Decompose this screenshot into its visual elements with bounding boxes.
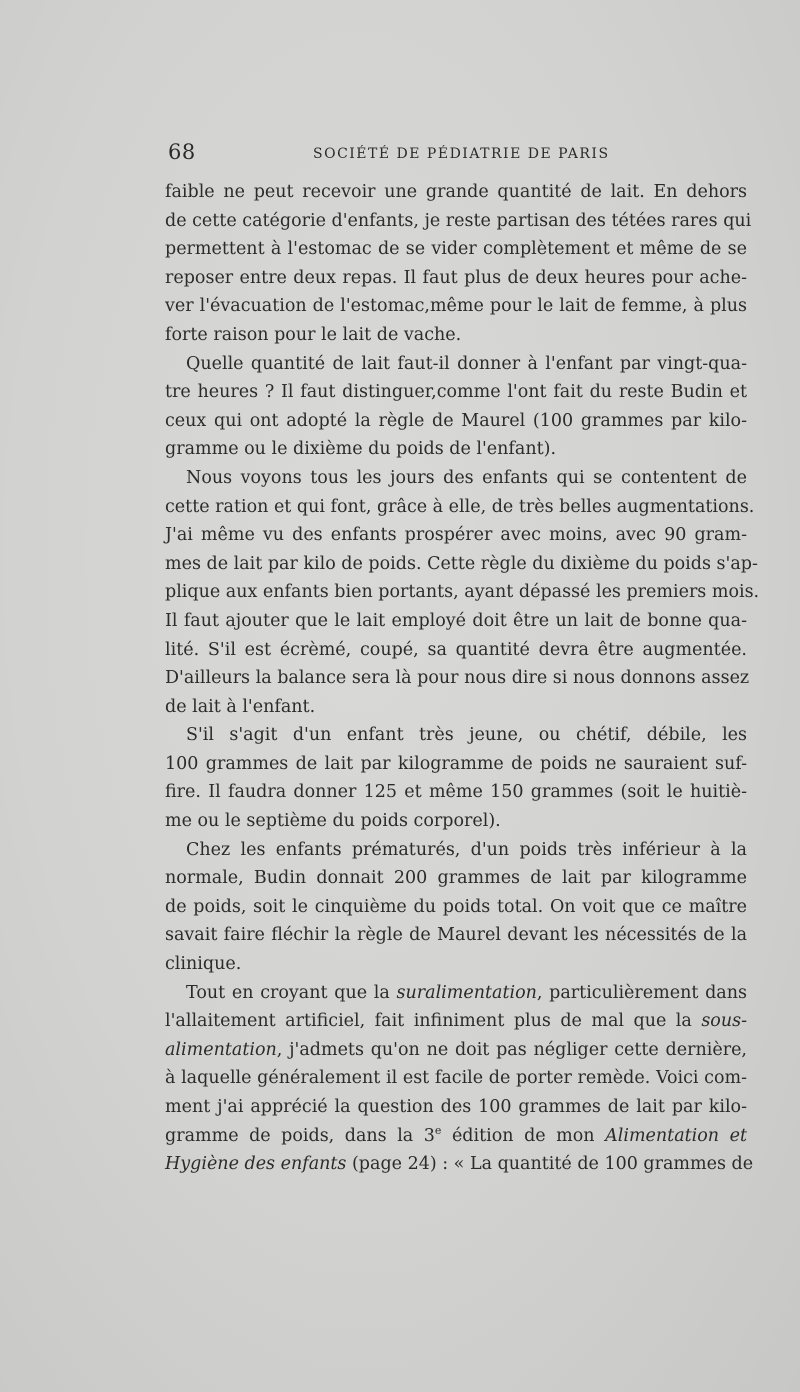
text-line — [165, 607, 747, 636]
text-line — [165, 493, 755, 522]
text-span: de poids, soit le cinquième du poids total. On voit que ce maître — [165, 896, 747, 917]
text-span: forte raison pour le lait de vache. — [165, 324, 462, 345]
superscript: e — [434, 1123, 442, 1137]
text-span: permettent à l'estomac de se vider complètement et même de se — [165, 239, 747, 260]
text-line — [165, 1122, 747, 1151]
text-line — [165, 378, 747, 407]
text-span: clinique. — [165, 954, 242, 975]
text-line — [165, 721, 747, 750]
italic-span: sous- — [701, 1011, 747, 1032]
text-span: gramme de poids, dans la 3 — [165, 1125, 435, 1146]
page-header — [168, 140, 746, 164]
text-line — [165, 636, 747, 665]
text-line — [165, 893, 747, 922]
text-line — [165, 1064, 747, 1093]
text-line — [165, 464, 747, 493]
text-span: Tout en croyant que la — [186, 982, 397, 1003]
running-title: SOCIÉTÉ DE PÉDIATRIE DE PARIS — [313, 146, 610, 162]
text-span: gramme ou le dixième du poids de l'enfant). — [165, 439, 557, 460]
text-line — [165, 750, 747, 779]
text-line — [165, 664, 750, 693]
text-line — [165, 264, 747, 293]
text-span: 100 grammes de lait par kilogramme de poids ne sauraient suf- — [165, 753, 747, 774]
text-span: plique aux enfants bien portants, ayant dépassé les premiers mois. — [165, 582, 760, 603]
text-line — [165, 979, 747, 1008]
text-span: faible ne peut recevoir une grande quantité de lait. En dehors — [165, 182, 747, 202]
text-line — [165, 350, 747, 379]
text-line — [165, 864, 747, 893]
text-span: ceux qui ont adopté la règle de Maurel (100 grammes par kilo- — [165, 410, 747, 431]
text-line — [165, 1007, 747, 1036]
text-span: fire. Il faudra donner 125 et même 150 grammes (soit le huitiè- — [165, 782, 747, 803]
text-line — [165, 321, 747, 350]
italic-span: alimentation — [165, 1039, 277, 1060]
text-span: de cette catégorie d'enfants, je reste partisan des tétées rares qui — [165, 210, 752, 231]
text-line — [165, 521, 747, 550]
text-line — [165, 178, 747, 207]
italic-span: Hygiène des enfants — [165, 1154, 347, 1175]
text-span: D'ailleurs la balance sera là pour nous dire si nous donnons assez — [165, 668, 750, 689]
text-line — [165, 950, 747, 979]
text-line — [165, 1150, 754, 1179]
text-line — [165, 921, 747, 950]
text-span: Nous voyons tous les jours des enfants qui se contentent de — [186, 467, 747, 488]
text-span: (page 24) : « La quantité de 100 grammes de — [346, 1154, 754, 1175]
page-number: 68 — [168, 140, 196, 164]
text-span: à laquelle généralement il est facile de porter remède. Voici com- — [165, 1068, 747, 1089]
text-span: me ou le septième du poids corporel). — [165, 811, 501, 832]
text-line — [165, 207, 752, 236]
text-span: lité. S'il est écrèmé, coupé, sa quantité devra être augmentée. — [165, 639, 747, 660]
text-span: cette ration et qui font, grâce à elle, de très belles augmentations. — [165, 496, 755, 517]
text-line — [165, 778, 747, 807]
text-line — [165, 693, 747, 722]
text-line — [165, 292, 747, 321]
text-span: J'ai même vu des enfants prospérer avec moins, avec 90 gram- — [165, 525, 747, 546]
text-line — [165, 235, 747, 264]
text-span: savait faire fléchir la règle de Maurel devant les nécessités de la — [165, 925, 747, 946]
text-span: , particulièrement dans — [536, 982, 747, 1003]
text-span: Il faut ajouter que le lait employé doit être un lait de bonne qua- — [165, 610, 747, 631]
text-span: reposer entre deux repas. Il faut plus de deux heures pour ache- — [165, 267, 747, 288]
text-span: normale, Budin donnait 200 grammes de lait par kilogramme — [165, 868, 747, 889]
text-line — [165, 407, 747, 436]
text-span: de lait à l'enfant. — [165, 696, 316, 717]
italic-span: Alimentation et — [605, 1125, 747, 1146]
text-span: ment j'ai apprécié la question des 100 grammes de lait par kilo- — [165, 1097, 747, 1117]
text-span: ver l'évacuation de l'estomac,même pour le lait de femme, à plus — [165, 296, 747, 317]
text-line — [165, 1036, 747, 1065]
text-span: Chez les enfants prématurés, d'un poids très inférieur à la — [186, 839, 747, 860]
body-text — [165, 178, 760, 1179]
text-span: édition de mon — [441, 1125, 606, 1146]
italic-span: suralimentation — [396, 982, 537, 1003]
text-line — [165, 1093, 747, 1122]
text-line — [165, 807, 747, 836]
text-span: l'allaitement artificiel, fait infiniment plus de mal que la — [165, 1011, 702, 1032]
text-line — [165, 550, 758, 579]
text-line — [165, 578, 760, 607]
text-span: S'il s'agit d'un enfant très jeune, ou chétif, débile, les — [186, 725, 747, 746]
text-line — [165, 435, 747, 464]
text-span: mes de lait par kilo de poids. Cette règle du dixième du poids s'ap- — [165, 553, 758, 574]
text-line — [165, 836, 747, 865]
text-span: tre heures ? Il faut distinguer,comme l'ont fait du reste Budin et — [165, 382, 747, 403]
text-span: , j'admets qu'on ne doit pas négliger cette dernière, — [276, 1039, 747, 1060]
text-span: Quelle quantité de lait faut-il donner à l'enfant par vingt-qua- — [186, 353, 747, 374]
